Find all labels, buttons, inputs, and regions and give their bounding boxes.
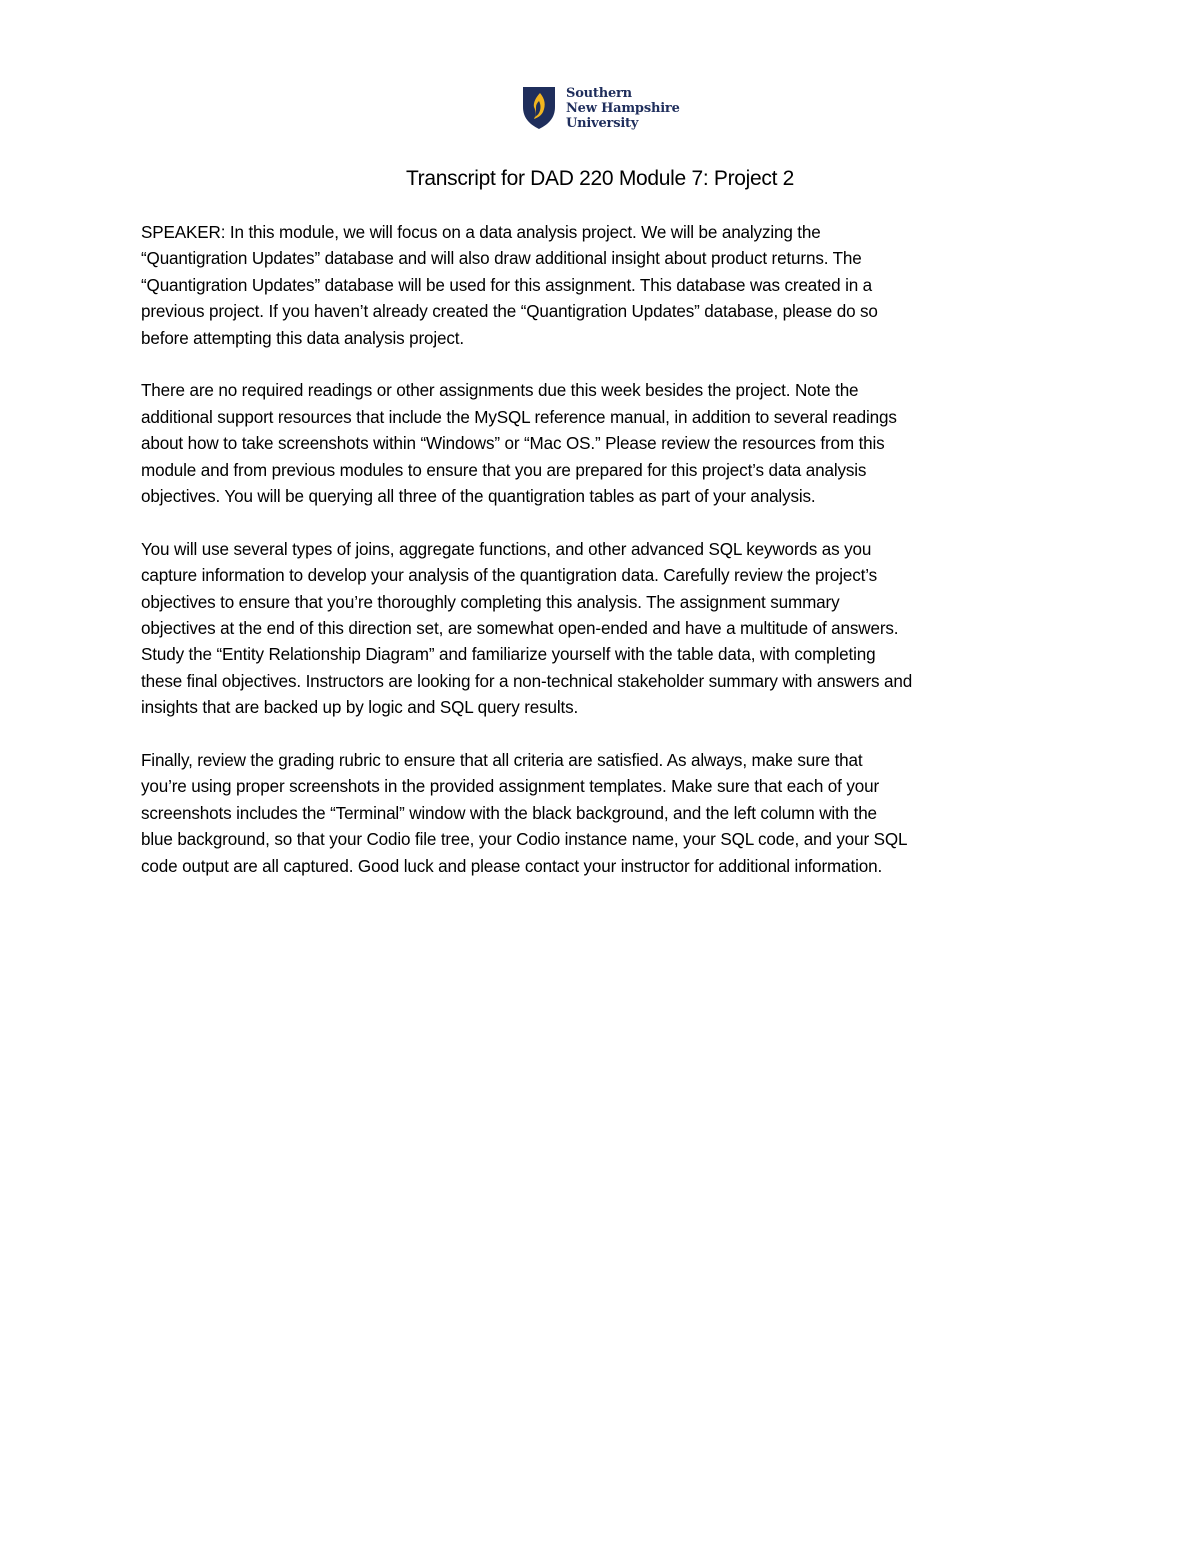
text-line: Finally, review the grading rubric to ensure that all criteria are satisfied. As always, make sure that bbox=[141, 751, 863, 771]
transcript-body bbox=[141, 220, 1071, 907]
text-line: capture information to develop your analysis of the quantigration data. Carefully review the project’s bbox=[141, 566, 877, 586]
logo-line-2: New Hampshire bbox=[566, 100, 680, 116]
text-line: objectives at the end of this direction set, are somewhat open-ended and have a multitude of answers. bbox=[141, 619, 899, 639]
text-line: There are no required readings or other assignments due this week besides the project. Note the bbox=[141, 381, 859, 401]
text-line: SPEAKER: In this module, we will focus on a data analysis project. We will be analyzing the bbox=[141, 223, 821, 242]
text-line: previous project. If you haven’t already created the “Quantigration Updates” database, please do so bbox=[141, 302, 878, 322]
text-line: Study the “Entity Relationship Diagram” and familiarize yourself with the table data, with completing bbox=[141, 645, 876, 665]
paragraph bbox=[141, 220, 1071, 352]
text-line: You will use several types of joins, aggregate functions, and other advanced SQL keywords as you bbox=[141, 539, 872, 559]
text-line: before attempting this data analysis project. bbox=[141, 328, 464, 348]
text-line: objectives to ensure that you’re thoroughly completing this analysis. The assignment summary bbox=[141, 592, 840, 612]
page-title: Transcript for DAD 220 Module 7: Project 2 bbox=[405, 167, 795, 190]
university-logo bbox=[521, 84, 691, 132]
text-line: additional support resources that include the MySQL reference manual, in addition to several readings bbox=[141, 407, 897, 427]
logo-line-1: Southern bbox=[566, 85, 632, 101]
logo-wordmark bbox=[566, 86, 680, 131]
text-line: blue background, so that your Codio file tree, your Codio instance name, your SQL code, and your SQL bbox=[141, 830, 908, 850]
text-line: module and from previous modules to ensure that you are prepared for this project’s data analysis bbox=[141, 460, 867, 480]
snhu-shield-icon bbox=[521, 85, 557, 131]
text-line: “Quantigration Updates” database and will also draw additional insight about product returns. The bbox=[141, 249, 862, 269]
text-line: objectives. You will be querying all three of the quantigration tables as part of your analysis. bbox=[141, 487, 816, 507]
text-line: you’re using proper screenshots in the provided assignment templates. Make sure that each of your bbox=[141, 777, 879, 797]
text-line: screenshots includes the “Terminal” window with the black background, and the left column with the bbox=[141, 803, 877, 823]
text-line: “Quantigration Updates” database will be used for this assignment. This database was created in a bbox=[141, 275, 873, 295]
text-line: about how to take screenshots within “Windows” or “Mac OS.” Please review the resources from this bbox=[141, 434, 885, 454]
text-line: insights that are backed up by logic and SQL query results. bbox=[141, 698, 579, 718]
paragraph bbox=[141, 378, 1071, 510]
paragraph bbox=[141, 537, 1071, 722]
paragraph bbox=[141, 748, 1071, 880]
text-line: these final objectives. Instructors are looking for a non-technical stakeholder summary with answers and bbox=[141, 671, 913, 691]
logo-line-3: University bbox=[566, 115, 639, 131]
text-line: code output are all captured. Good luck and please contact your instructor for additional information. bbox=[141, 856, 883, 876]
